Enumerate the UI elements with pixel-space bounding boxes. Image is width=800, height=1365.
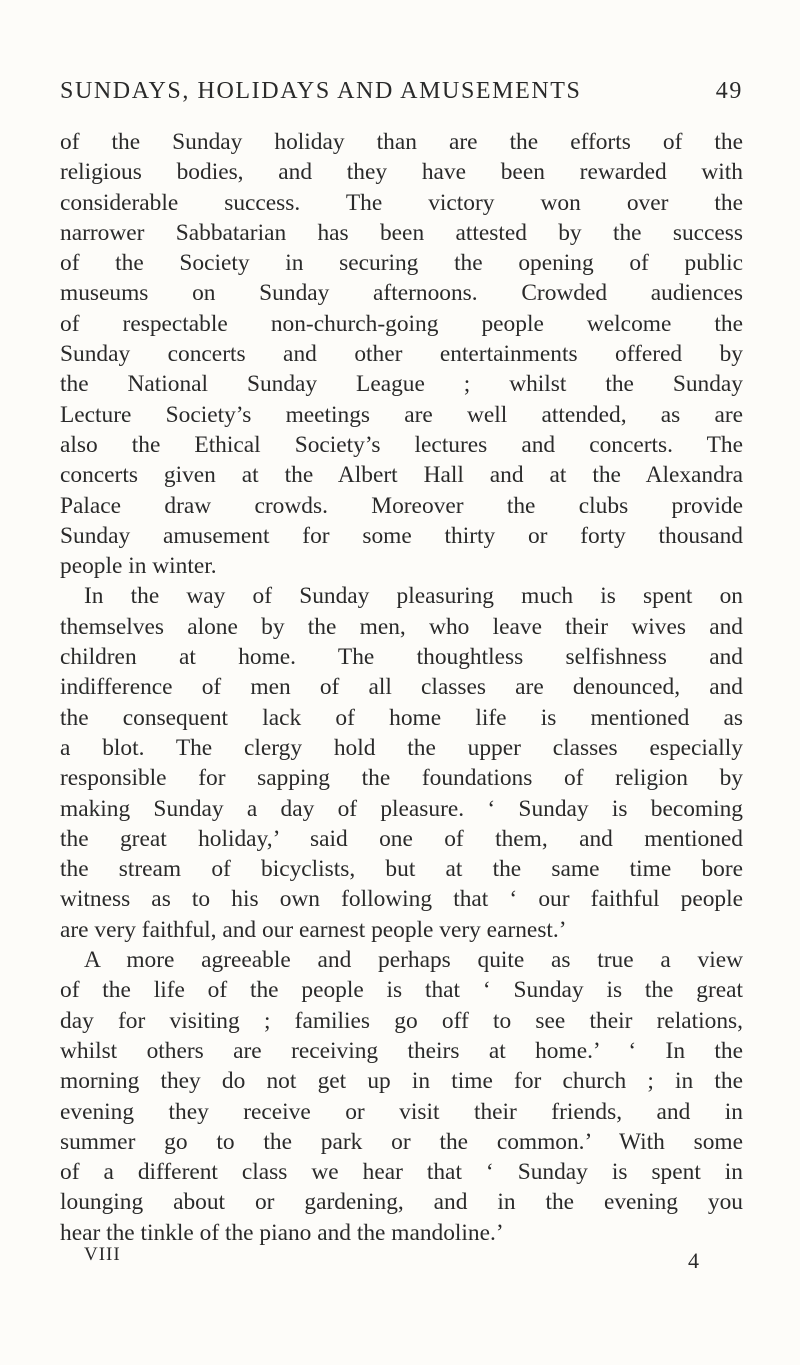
text-line: summer go to the park or the common.’ With some [60, 1128, 743, 1155]
text-line: of respectable non-church-going people welcome the [60, 310, 743, 337]
text-line: themselves alone by the men, who leave their wives and [60, 613, 743, 640]
text-line: day for visiting ; families go off to see their relations, [60, 1007, 743, 1034]
text-line: of the Sunday holiday than are the efforts of the [60, 129, 743, 155]
text-line: the stream of bicyclists, but at the same time bore [60, 856, 743, 883]
page-number: 49 [715, 78, 743, 104]
text-line: of the Society in securing the opening of public [60, 250, 743, 277]
text-line: Sunday amusement for some thirty or forty thousand [60, 522, 743, 549]
text-line: evening they receive or visit their friends, and in [60, 1098, 743, 1125]
running-title: SUNDAYS, HOLIDAYS AND AMUSEMENTS [60, 78, 582, 104]
text-line: Lecture Society’s meetings are well attended, as are [60, 401, 743, 428]
text-line: are very faithful, and our earnest people very earnest.’ [60, 916, 567, 943]
text-line: people in winter. [60, 553, 217, 580]
text-line: Sunday concerts and other entertainments offered by [60, 341, 743, 368]
text-line: the consequent lack of home life is mentioned as [60, 704, 743, 731]
text-line: concerts given at the Albert Hall and at the Alexandra [60, 462, 743, 489]
text-line: children at home. The thoughtless selfishness and [60, 644, 743, 671]
text-line: A more agreeable and perhaps quite as true a view [84, 947, 743, 974]
text-line: also the Ethical Society’s lectures and concerts. The [60, 431, 743, 458]
text-line: the great holiday,’ said one of them, and mentioned [60, 825, 743, 852]
sheet-number: 4 [688, 1247, 699, 1273]
text-line: whilst others are receiving theirs at home.’ ‘ In the [60, 1037, 743, 1064]
text-line: narrower Sabbatarian has been attested by the success [60, 219, 743, 246]
text-line: religious bodies, and they have been rewarded with [60, 159, 743, 186]
text-line: of the life of the people is that ‘ Sunday is the great [60, 977, 743, 1004]
text-line: making Sunday a day of pleasure. ‘ Sunday is becoming [60, 795, 743, 822]
text-line: lounging about or gardening, and in the evening you [60, 1189, 743, 1216]
text-line: indifference of men of all classes are denounced, and [60, 674, 743, 701]
running-head [60, 78, 743, 118]
signature-mark: VIII [84, 1243, 121, 1265]
text-line: considerable success. The victory won over the [60, 189, 743, 216]
text-line: morning they do not get up in time for church ; in the [60, 1068, 743, 1095]
page-footer [60, 1243, 743, 1278]
text-line: witness as to his own following that ‘ our faithful people [60, 886, 743, 913]
text-line: Palace draw crowds. Moreover the clubs provide [60, 492, 743, 519]
body-text [60, 127, 743, 1248]
text-line: responsible for sapping the foundations of religion by [60, 765, 743, 792]
text-line: the National Sunday League ; whilst the Sunday [60, 371, 743, 398]
text-line: hear the tinkle of the piano and the mandoline.’ [60, 1219, 504, 1246]
text-line: museums on Sunday afternoons. Crowded audiences [60, 280, 743, 307]
text-line: a blot. The clergy hold the upper classes especially [60, 734, 743, 761]
text-line: In the way of Sunday pleasuring much is spent on [84, 583, 743, 610]
book-page [60, 78, 743, 1278]
text-line: of a different class we hear that ‘ Sunday is spent in [60, 1159, 743, 1186]
